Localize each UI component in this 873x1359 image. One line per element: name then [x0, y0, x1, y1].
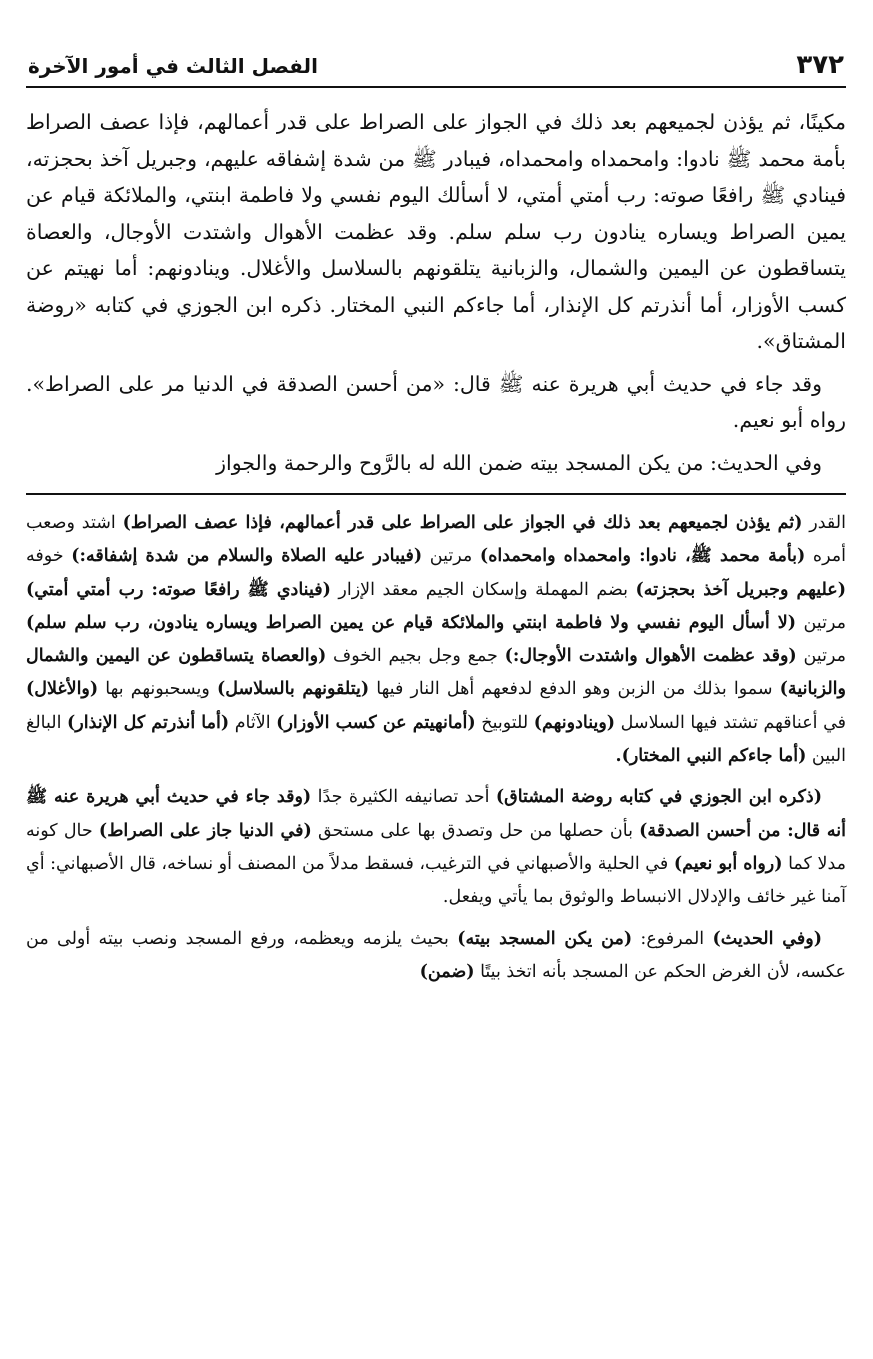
main-paragraph-2: وقد جاء في حديث أبي هريرة عنه ﷺ قال: «من أحسن الصدقة في الدنيا مر على الصراط». رواه أبو نعيم. [26, 371, 846, 432]
commentary-text: حال كونه مدلا كما [26, 820, 846, 874]
commentary-text: بضم المهملة وإسكان الجيم معقد الإزار [330, 579, 636, 600]
footnote-divider [26, 493, 846, 495]
commentary-quote: (لا أسأل اليوم نفسي ولا فاطمة ابنتي والملائكة قيام عن يمين الصراط ويساره ينادون، رب سلم سلم) [26, 612, 796, 633]
commentary-paragraph-1 [26, 507, 846, 773]
commentary-text: الآثام [229, 712, 277, 733]
commentary-quote: (عليهم وجبريل آخذ بحجزته) [635, 579, 847, 600]
commentary-quote: (والعصاة يتساقطون عن اليمين والشمال والزبانية) [26, 646, 846, 700]
commentary-quote: (أمانهيتم عن كسب الأوزار) [276, 712, 476, 733]
commentary-text: بحيث يلزمه ويعظمه، ورفع المسجد ونصب بيته أولى من عكسه، لأن الغرض الحكم عن المسجد بأنه اتخذ بيتًا [26, 928, 846, 982]
commentary-quote: (أما أنذرتم كل الإنذار) [67, 712, 230, 733]
commentary-text: في أعناقهم تشتد فيها السلاسل [615, 712, 847, 733]
commentary [26, 507, 846, 989]
commentary-text: مرتين [795, 612, 846, 633]
main-paragraph-3: وفي الحديث: من يكن المسجد بيته ضمن الله له بالرَّوح والرحمة والجواز [216, 450, 822, 475]
main-paragraph-1: مكينًا، ثم يؤذن لجميعهم بعد ذلك في الجواز على الصراط على قدر أعمالهم، فإذا عصف الصراط بأمة محمد ﷺ نادوا: وامحمداه وامحمداه، فيبادر ﷺ من شدة إشفاقه عليهم، وجبريل آخذ بحجزته، فينادي ﷺ رافعًا صوته: رب أمتي أمتي، لا أسألك اليوم نفسي ولا فاطمة ابنتي، والملائكة قيام عن يمين الصراط ويساره ينادون رب سلم سلم. وقد عظمت الأهوال واشتدت الأوجال، والعصاة يتساقطون عن اليمين والشمال، والزبانية يتلقونهم بالسلاسل والأغلال. وينادونهم: أما نهيتم عن كسب الأوزار، أما أنذرتم كل الإنذار، أما جاءكم النبي المختار. ذكره ابن الجوزي في كتابه «روضة المشتاق». [26, 110, 846, 353]
commentary-text: القدر [802, 513, 846, 533]
commentary-text: ويسحبونهم بها [98, 679, 217, 700]
page-number: ٣٧٢ [796, 50, 844, 80]
commentary-quote: (والأغلال) [26, 679, 99, 700]
commentary-text: للتوبيخ [475, 712, 534, 733]
commentary-text: مرتين [422, 546, 480, 567]
commentary-quote: (أما جاءكم النبي المختار). [615, 746, 807, 767]
commentary-quote: (ذكره ابن الجوزي في كتابه روضة المشتاق) [495, 787, 822, 808]
commentary-paragraph-2 [26, 781, 846, 914]
commentary-text: المرفوع: [632, 928, 713, 949]
main-text [26, 104, 846, 481]
commentary-text: البالغ البين [26, 712, 846, 767]
commentary-text: بأن حصلها من حل وتصدق بها على مستحق [311, 820, 640, 841]
commentary-text: سموا بذلك من الزبن وهو الدفع لدفعهم أهل النار فيها [369, 679, 780, 700]
commentary-text: مرتين [796, 646, 846, 667]
commentary-text: أحد تصانيفه الكثيرة جدًا [311, 787, 496, 808]
commentary-paragraph-3 [26, 923, 846, 990]
commentary-quote: (وقد جاء في حديث أبي هريرة عنه ﷺ أنه قال: من أحسن الصدقة) [26, 787, 846, 841]
commentary-text: اشتد وصعب أمره [26, 513, 846, 567]
running-title: الفصل الثالث في أمور الآخرة [28, 54, 318, 78]
commentary-quote: (ضمن) [419, 961, 475, 982]
book-page [26, 48, 846, 989]
commentary-quote: (رواه أبو نعيم) [673, 853, 783, 874]
commentary-text: جمع وجل بجيم الخوف [326, 646, 505, 667]
commentary-quote: (من يكن المسجد بيته) [457, 928, 633, 949]
commentary-text: خوفه [26, 546, 72, 567]
commentary-quote: (وقد عظمت الأهوال واشتدت الأوجال:) [504, 646, 797, 667]
page-header [26, 48, 846, 88]
commentary-quote: (وفي الحديث) [712, 928, 822, 949]
commentary-quote: (ثم يؤذن لجميعهم بعد ذلك في الجواز على الصراط على قدر أعمالهم، فإذا عصف الصراط) [122, 513, 803, 533]
commentary-quote: (في الدنيا جاز على الصراط) [98, 820, 312, 841]
commentary-text: في الحلية والأصبهاني في الترغيب، فسقط مدلاً من المصنف أو نساخه، قال الأصبهاني: أي آمنا غير خائف والإدلال الانبساط والوثوق بما يأتي ويفعل. [26, 853, 846, 908]
commentary-quote: (فينادي ﷺ رافعًا صوته: رب أمتي أمتي) [26, 579, 331, 600]
commentary-quote: (يتلقونهم بالسلاسل) [216, 679, 370, 700]
commentary-quote: (وينادونهم) [533, 712, 616, 733]
commentary-quote: (فيبادر عليه الصلاة والسلام من شدة إشفاقه:) [71, 546, 423, 567]
commentary-quote: (بأمة محمد ﷺ، نادوا: وامحمداه وامحمداه) [479, 546, 806, 567]
